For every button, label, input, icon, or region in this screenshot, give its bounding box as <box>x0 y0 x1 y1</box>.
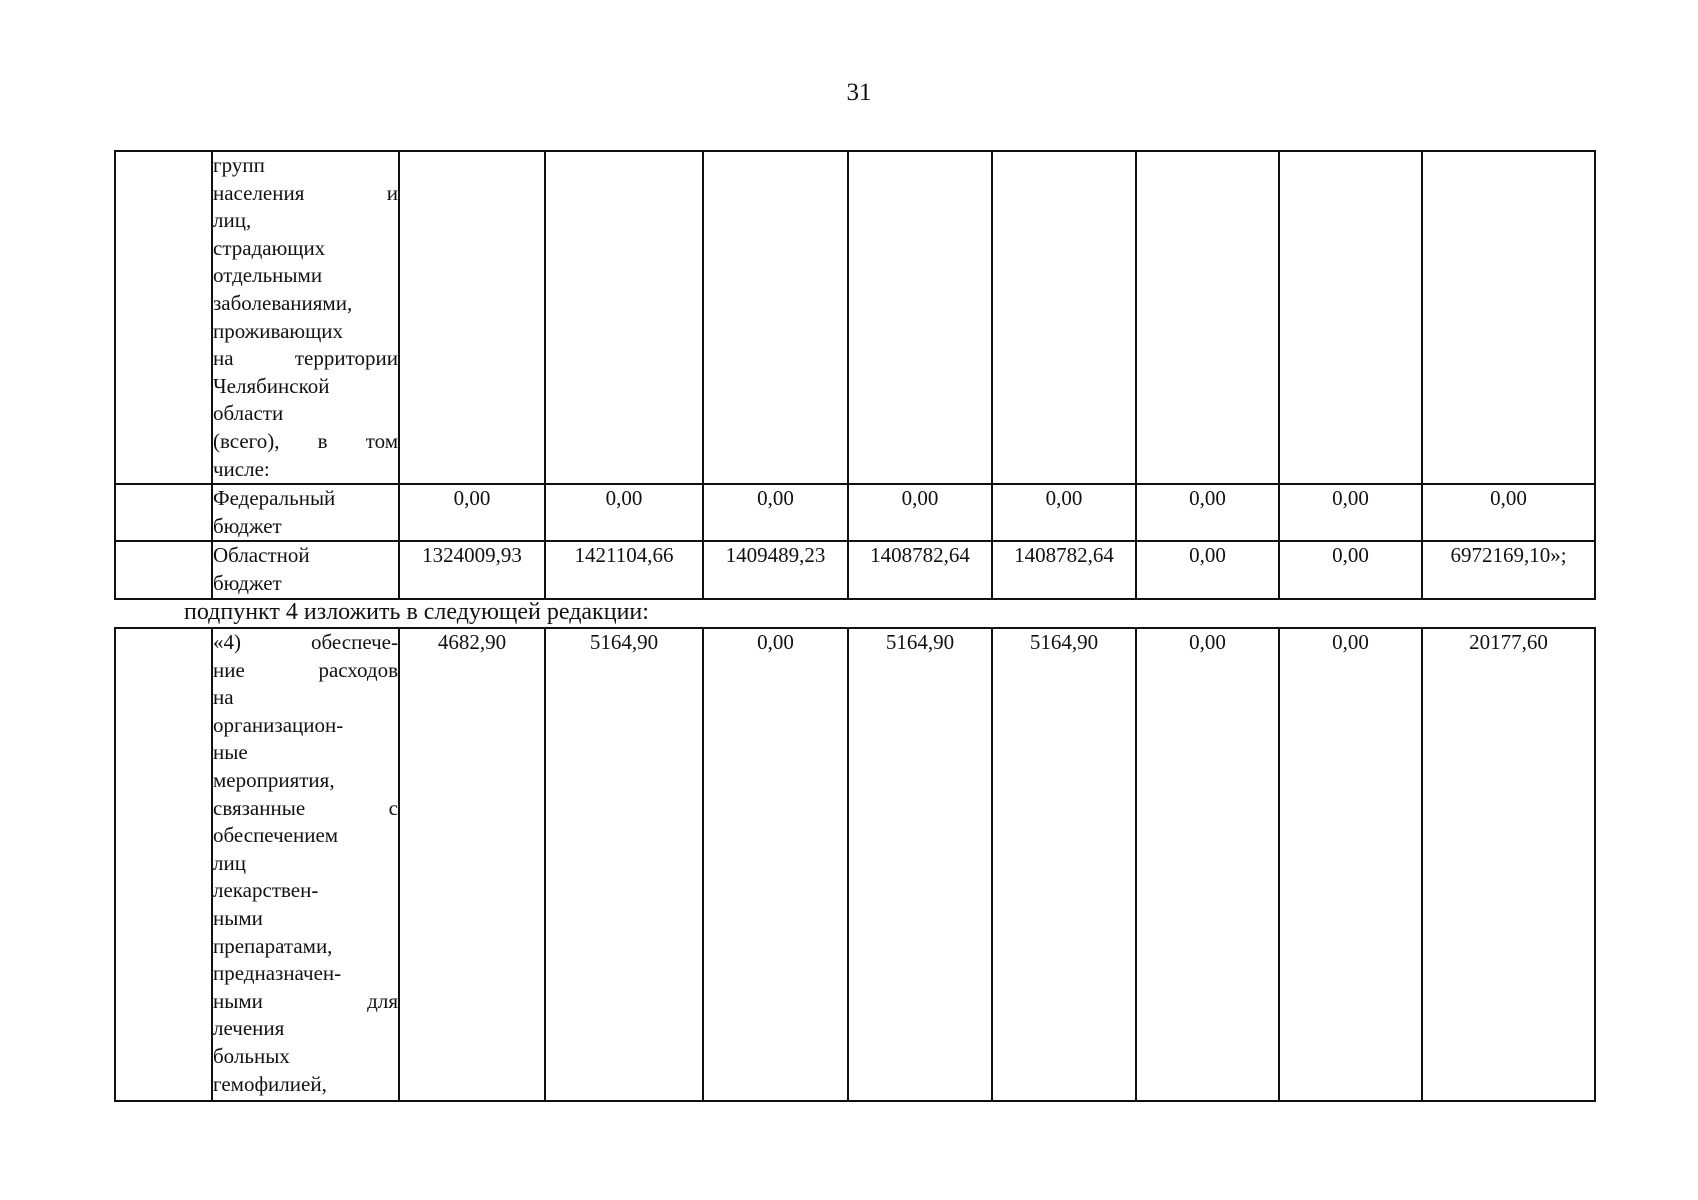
label-line: препаратами, <box>213 933 333 958</box>
table-row-federal <box>115 484 1595 541</box>
value-cell: 0,00 <box>1279 628 1422 1101</box>
label-line: бюджет <box>213 570 282 595</box>
label-line: Челябинской <box>213 373 330 398</box>
empty-cell <box>1279 151 1422 484</box>
label-line <box>213 795 398 823</box>
table-row <box>115 151 1595 484</box>
label-word: с <box>388 795 398 820</box>
label-word: и <box>386 180 398 205</box>
label-line: лечения <box>213 1016 285 1041</box>
empty-cell <box>1136 151 1279 484</box>
label-line: организацион- <box>213 712 344 737</box>
label-word: связанные <box>213 795 306 820</box>
label-line <box>213 988 398 1016</box>
value-cell: 0,00 <box>1279 541 1422 598</box>
instruction-text: подпункт 4 изложить в следующей редакции: <box>184 599 649 625</box>
label-word: расходов <box>318 657 398 682</box>
label-line: гемофилией, <box>213 1071 327 1096</box>
value-cell: 0,00 <box>1136 484 1279 541</box>
value-cell: 1408782,64 <box>992 541 1136 598</box>
value-cell: 0,00 <box>992 484 1136 541</box>
label-line: лекарствен- <box>213 878 319 903</box>
label-word: том <box>365 428 398 453</box>
label-line: лиц <box>213 850 246 875</box>
value-cell: 1324009,93 <box>399 541 545 598</box>
label-word: «4) <box>213 630 241 654</box>
label-line: лиц, <box>213 208 252 233</box>
table-row-regional <box>115 541 1595 598</box>
empty-cell <box>115 484 212 541</box>
label-line: бюджет <box>213 513 282 538</box>
label-line <box>213 180 398 208</box>
label-line: обеспечением <box>213 823 339 848</box>
value-cell: 6972169,10»; <box>1422 541 1595 598</box>
label-line: групп <box>213 153 265 177</box>
empty-cell <box>399 151 545 484</box>
value-cell: 0,00 <box>1422 484 1595 541</box>
row-label-regional <box>212 541 399 598</box>
label-line: проживающих <box>213 318 344 343</box>
label-line <box>213 428 398 456</box>
label-line: страдающих <box>213 235 326 260</box>
value-cell: 20177,60 <box>1422 628 1595 1101</box>
row-label-item-4 <box>212 628 399 1101</box>
empty-cell <box>115 628 212 1101</box>
label-line: заболеваниями, <box>213 290 353 315</box>
empty-cell <box>115 541 212 598</box>
label-word: на <box>213 346 234 371</box>
value-cell: 5164,90 <box>545 628 703 1101</box>
label-line: на <box>213 685 234 710</box>
empty-cell <box>1422 151 1595 484</box>
budget-table-continued <box>114 150 1596 600</box>
value-cell: 1408782,64 <box>848 541 992 598</box>
label-line <box>213 345 398 373</box>
empty-cell <box>545 151 703 484</box>
label-line: больных <box>213 1043 290 1068</box>
label-word: в <box>317 428 328 453</box>
value-cell: 4682,90 <box>399 628 545 1101</box>
label-word: ными <box>213 988 263 1013</box>
label-line: Областной <box>213 543 310 568</box>
value-cell: 0,00 <box>1136 541 1279 598</box>
value-cell: 0,00 <box>703 628 848 1101</box>
label-word: населения <box>213 180 305 205</box>
value-cell: 0,00 <box>848 484 992 541</box>
value-cell: 0,00 <box>703 484 848 541</box>
value-cell: 1421104,66 <box>545 541 703 598</box>
empty-cell <box>703 151 848 484</box>
value-cell: 0,00 <box>1136 628 1279 1101</box>
label-word: территории <box>294 346 398 371</box>
value-cell: 0,00 <box>1279 484 1422 541</box>
page-number: 31 <box>846 79 872 106</box>
label-line: ные <box>213 740 248 765</box>
value-cell: 0,00 <box>399 484 545 541</box>
empty-cell <box>115 151 212 484</box>
label-line: мероприятия, <box>213 767 335 792</box>
value-cell: 5164,90 <box>992 628 1136 1101</box>
label-line: отдельными <box>213 263 323 288</box>
label-word: ние <box>213 657 245 682</box>
empty-cell <box>992 151 1136 484</box>
label-line <box>213 657 398 685</box>
label-line: ными <box>213 905 263 930</box>
label-line <box>213 629 398 657</box>
label-word: (всего), <box>213 428 280 453</box>
value-cell: 0,00 <box>545 484 703 541</box>
value-cell: 5164,90 <box>848 628 992 1101</box>
label-word: для <box>367 988 398 1013</box>
label-line: области <box>213 401 284 426</box>
budget-table-item-4 <box>114 627 1596 1102</box>
label-line: предназначен- <box>213 961 342 986</box>
empty-cell <box>848 151 992 484</box>
row-label-federal <box>212 484 399 541</box>
label-word: обеспече- <box>311 630 398 654</box>
label-line: Федеральный <box>213 486 336 511</box>
label-line: числе: <box>213 456 270 481</box>
value-cell: 1409489,23 <box>703 541 848 598</box>
table-row-item-4 <box>115 628 1595 1101</box>
row-label-continued <box>212 151 399 484</box>
